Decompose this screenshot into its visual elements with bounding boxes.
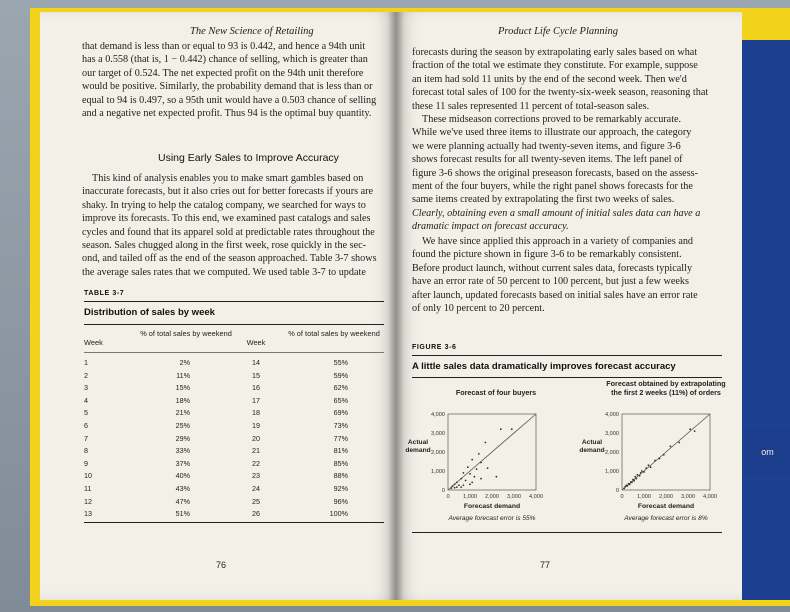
x-tick-label: 4,000 — [529, 494, 543, 500]
table-cell-week: 19 — [252, 421, 260, 430]
table-cell-pct: 85% — [333, 458, 348, 468]
text-line: cycles and found that its apparel sold at predictable rates throughout the — [82, 226, 375, 238]
table-header-pct-1: % of total sales by weekend — [140, 329, 232, 338]
data-point — [694, 430, 696, 432]
table-cell-pct: 59% — [333, 370, 348, 380]
chart-caption: Average forecast error is 55% — [448, 515, 536, 522]
table-cell-week: 15 — [252, 370, 260, 380]
text-line: we were planning actually had twenty-seven items, and figure 3-6 — [412, 140, 681, 152]
y-tick-label: 3,000 — [431, 431, 445, 437]
table-cell-pct: 15% — [175, 383, 190, 393]
y-tick-label: 4,000 — [431, 412, 445, 418]
data-point — [670, 445, 672, 447]
table-cell-week: 9 — [84, 458, 88, 468]
table-cell-week: 16 — [252, 383, 260, 393]
text-line: that demand is less than or equal to 93 is 0.442, and hence a 94th unit — [82, 41, 366, 52]
table-title: Distribution of sales by week — [84, 307, 215, 318]
y-tick-label: 4,000 — [605, 412, 619, 418]
table-cell-week: 1 — [84, 358, 88, 367]
data-point — [511, 428, 513, 430]
table-cell-week: 12 — [84, 496, 92, 506]
cover-edge-box: om — [745, 430, 790, 475]
table-cell-pct: 43% — [175, 484, 190, 493]
table-cell-week: 17 — [252, 395, 260, 405]
data-point — [463, 472, 465, 474]
data-point — [480, 462, 482, 464]
table-cell-pct: 88% — [333, 471, 348, 481]
data-point — [500, 428, 502, 430]
data-point — [467, 466, 469, 468]
data-point — [458, 484, 460, 486]
table-cell-week: 23 — [252, 471, 260, 481]
text-line: would be positive. Similarly, the probability demand that is less than or — [82, 81, 373, 93]
right-page — [396, 12, 742, 600]
text-line: found the picture shown in figure 3-6 to be remarkably consistent. — [412, 249, 682, 261]
chart-title: Forecast of four buyers — [455, 388, 537, 397]
y-tick-label: 2,000 — [431, 450, 445, 456]
text-line: our target of 0.524. The net expected profit on the 94th unit therefore — [82, 67, 364, 79]
data-point — [460, 478, 462, 480]
text-line: ond, and tailed off as the end of the season approached. Table 3-7 shows — [82, 253, 377, 265]
table-cell-pct: 65% — [333, 395, 348, 405]
table-cell-week: 20 — [252, 433, 260, 443]
y-tick-label: 2,000 — [605, 450, 619, 456]
figure-top-rule — [412, 355, 722, 356]
text-line: have an error rate of 50 percent to 100 percent, but just a few weeks — [412, 276, 689, 288]
table-cell-pct: 18% — [175, 395, 190, 405]
x-tick-label: 2,000 — [659, 494, 673, 500]
table-bottom-rule — [84, 522, 384, 523]
figure-title-rule — [412, 377, 722, 378]
y-tick-label: 1,000 — [605, 469, 619, 475]
data-point — [469, 473, 471, 475]
data-point — [654, 460, 656, 462]
data-point — [480, 478, 482, 480]
y-tick-label: 3,000 — [605, 431, 619, 437]
right-paragraph-2 — [412, 113, 728, 234]
x-tick-label: 1,000 — [463, 494, 477, 500]
right-running-head: Product Life Cycle Planning — [498, 26, 619, 37]
y-axis-label-line-2: demand — [405, 447, 431, 454]
table-cell-pct: 81% — [333, 446, 348, 456]
text-line: While we've used three items to illustrate our approach, the category — [412, 127, 692, 139]
data-point — [623, 487, 625, 489]
x-tick-label: 0 — [620, 494, 624, 500]
table-cell-week: 7 — [84, 433, 88, 443]
data-point — [630, 481, 632, 483]
table-cell-week: 8 — [84, 446, 88, 456]
text-line: has a 0.558 (that is, 1 − 0.442) chance of selling, which is greater than — [82, 54, 368, 66]
data-point — [469, 483, 471, 485]
data-point — [476, 468, 478, 470]
data-point — [456, 482, 458, 484]
y-tick-label: 1,000 — [431, 469, 445, 475]
text-line: the average sales rates that we computed. We used table 3-7 to update — [82, 266, 366, 278]
data-point — [460, 486, 462, 488]
text-line: This kind of analysis enables you to make smart gambles based on — [92, 173, 364, 184]
data-point — [689, 428, 691, 430]
x-tick-label: 1,000 — [637, 494, 651, 500]
table-cell-pct: 73% — [333, 421, 348, 430]
table-header-week-2: Week — [246, 338, 266, 347]
table-cell-pct: 55% — [333, 358, 348, 367]
table-cell-pct: 21% — [175, 408, 190, 418]
table-cell-pct: 33% — [175, 446, 190, 456]
data-point — [659, 458, 661, 460]
table-cell-week: 5 — [84, 408, 88, 418]
cover-edge-text: ation — [752, 395, 772, 405]
x-tick-label: 2,000 — [485, 494, 499, 500]
data-point — [465, 480, 467, 482]
table-cell-pct: 92% — [333, 484, 348, 493]
table-cell-week: 26 — [252, 509, 260, 519]
x-tick-label: 0 — [446, 494, 450, 500]
left-paragraph-2 — [82, 172, 394, 279]
page-number-right: 77 — [540, 560, 551, 570]
data-point — [454, 483, 456, 485]
section-heading: Using Early Sales to Improve Accuracy — [158, 152, 339, 164]
figure-title: A little sales data dramatically improves forecast accuracy — [412, 361, 676, 372]
data-point — [634, 476, 636, 478]
table-cell-week: 24 — [252, 484, 260, 493]
figure-bottom-rule — [412, 532, 722, 533]
table-cell-week: 18 — [252, 408, 260, 418]
text-line: an item had sold 11 units by the end of the second week. Then we'd — [412, 73, 687, 85]
data-point — [496, 476, 498, 478]
data-point — [474, 476, 476, 478]
data-point — [639, 475, 641, 477]
table-cell-pct: 51% — [175, 509, 190, 519]
data-point — [641, 470, 643, 472]
data-point — [450, 487, 452, 489]
x-tick-label: 3,000 — [507, 494, 521, 500]
text-line: Before product launch, without current sales data, forecasts typically — [412, 262, 693, 274]
data-point — [663, 454, 665, 456]
data-point — [624, 486, 626, 488]
data-point — [678, 442, 680, 444]
table-cell-week: 11 — [84, 484, 92, 493]
data-point — [650, 466, 652, 468]
left-running-head: The New Science of Retailing — [190, 26, 314, 37]
table-cell-pct: 62% — [333, 383, 348, 393]
right-paragraph-3 — [412, 235, 728, 315]
data-point — [487, 467, 489, 469]
text-line: after launch, updated forecasts based on initial sales have an error rate — [412, 289, 698, 301]
data-point — [471, 482, 473, 484]
table-cell-week: 14 — [252, 358, 260, 367]
data-point — [463, 484, 465, 486]
text-line: shows forecast results for all twenty-seven items. The left panel of — [412, 154, 683, 166]
chart-caption: Average forecast error is 8% — [624, 515, 708, 522]
data-point — [471, 459, 473, 461]
table-cell-week: 3 — [84, 383, 88, 393]
data-point — [456, 486, 458, 488]
table-cell-pct: 77% — [333, 433, 348, 443]
chart-title-line-2: the first 2 weeks (11%) of orders — [611, 388, 721, 397]
data-point — [645, 467, 647, 469]
text-line: We have since applied this approach in a variety of companies and — [422, 236, 694, 247]
table-cell-pct: 29% — [175, 433, 190, 443]
x-axis-label: Forecast demand — [637, 503, 695, 510]
table-cell-pct: 2% — [179, 358, 190, 367]
text-line: figure 3-6 shows the original preseason forecasts, based on the assess- — [412, 167, 699, 179]
table-cell-pct: 11% — [176, 370, 190, 380]
table-cell-week: 21 — [252, 446, 260, 456]
book-gutter — [388, 12, 404, 600]
x-axis-label: Forecast demand — [463, 503, 521, 510]
text-line: forecasts during the season by extrapolating early sales based on what — [412, 47, 698, 58]
text-line: fraction of the total we estimate they constitute. For example, suppose — [412, 60, 698, 72]
data-point — [485, 442, 487, 444]
text-line: shaky. In trying to help the catalog company, we searched for ways to — [82, 199, 366, 211]
data-point — [637, 474, 639, 476]
table-header-rule — [84, 352, 384, 353]
y-axis-label-line-2: demand — [579, 447, 605, 454]
table-cell-pct: 47% — [175, 496, 190, 506]
figure-label: FIGURE 3-6 — [412, 344, 457, 351]
x-tick-label: 4,000 — [703, 494, 717, 500]
data-point — [454, 487, 456, 489]
text-line: and a negative net expected profit. Thus 94 is the optimal buy quantity. — [82, 108, 372, 120]
table-cell-week: 22 — [252, 458, 260, 468]
table-header-pct-2: % of total sales by weekend — [288, 329, 380, 338]
text-line: inaccurate forecasts, but it also cries out for better forecasts if yours are — [82, 186, 374, 198]
table-cell-pct: 100% — [329, 509, 348, 519]
text-line: dramatic impact on forecast accuracy. — [412, 221, 569, 233]
text-line: same items created by extrapolating the first two weeks of sales. — [412, 194, 675, 206]
y-axis-label-line-1: Actual — [581, 439, 603, 446]
left-paragraph-1 — [82, 40, 394, 120]
table-header-week-1: Week — [84, 338, 103, 347]
data-point — [648, 464, 650, 466]
table-cell-week: 6 — [84, 421, 88, 430]
table-cell-week: 13 — [84, 509, 92, 519]
left-page — [40, 12, 396, 600]
data-point — [452, 485, 454, 487]
data-point — [478, 453, 480, 455]
text-line: these 11 sales represented 11 percent of total-season sales. — [412, 100, 650, 112]
text-line: season. Sales chugged along in the first week, rose quickly in the sec- — [82, 240, 367, 252]
data-point — [633, 480, 635, 482]
text-line: Clearly, obtaining even a small amount of initial sales data can have a — [412, 207, 701, 219]
text-line: improve its forecasts. To this end, we examined past catalogs and sales — [82, 213, 371, 225]
data-point — [635, 478, 637, 480]
y-axis-label-line-1: Actual — [407, 439, 429, 446]
text-line: forecast total sales of 100 for the twenty-six-week season, reasoning that — [412, 87, 709, 99]
table-label: TABLE 3-7 — [84, 290, 125, 297]
table-cell-week: 2 — [84, 370, 88, 380]
table-cell-pct: 37% — [175, 458, 190, 468]
data-point — [640, 472, 642, 474]
y-tick-label: 0 — [441, 488, 445, 494]
figure-3-6-charts — [404, 380, 734, 540]
book-cover-blue-edge — [740, 40, 790, 600]
page-number-left: 76 — [216, 560, 227, 570]
x-tick-label: 3,000 — [681, 494, 695, 500]
text-line: equal to 94 is 0.497, so a 95th unit would have a 0.503 chance of selling — [82, 94, 377, 106]
table-cell-pct: 25% — [175, 421, 190, 430]
text-line: These midseason corrections proved to be remarkably accurate. — [422, 114, 682, 125]
table-cell-week: 4 — [84, 395, 88, 405]
table-cell-pct: 40% — [175, 471, 190, 481]
right-paragraph-1 — [412, 46, 728, 113]
table-top-rule — [84, 301, 384, 302]
data-point — [628, 483, 630, 485]
text-line: ment of the four buyers, while the right panel shows forecasts for the — [412, 181, 693, 193]
text-line: of only 10 percent to 20 percent. — [412, 303, 545, 315]
table-cell-week: 10 — [84, 471, 92, 481]
data-point — [643, 471, 645, 473]
table-cell-pct: 96% — [333, 496, 348, 506]
y-tick-label: 0 — [615, 488, 619, 494]
table-title-rule — [84, 324, 384, 325]
table-cell-pct: 69% — [333, 408, 348, 418]
reference-line — [622, 414, 710, 490]
chart-title-line-1: Forecast obtained by extrapolating — [606, 380, 726, 388]
table-cell-week: 25 — [252, 496, 260, 506]
